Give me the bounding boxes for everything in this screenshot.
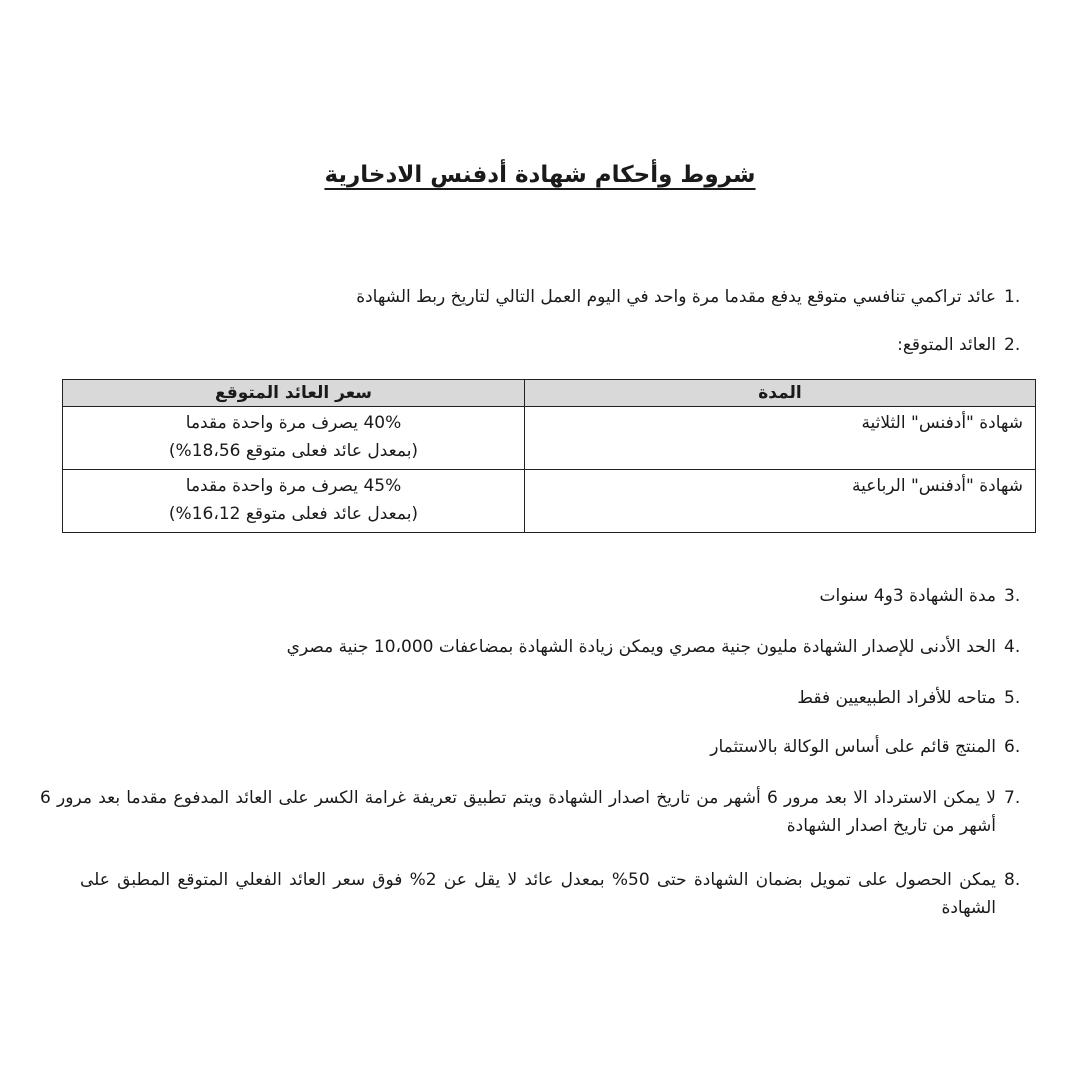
rate-line-1: 40% يصرف مرة واحدة مقدما — [185, 413, 402, 433]
header-rate: سعر العائد المتوقع — [63, 380, 525, 407]
item-number: 4. — [1004, 637, 1021, 657]
item-number: 2. — [1004, 335, 1021, 355]
item-number: 5. — [1004, 688, 1021, 708]
table-row — [63, 470, 1036, 533]
item-text: العائد المتوقع: — [897, 335, 996, 355]
item-text: عائد تراكمي تنافسي متوقع يدفع مقدما مرة واحد في اليوم العمل التالي لتاريخ ربط الشهادة — [356, 287, 996, 307]
rate-line-2: (بمعدل عائد فعلى متوقع 18،56%) — [168, 441, 419, 461]
cell-duration: شهادة "أدفنس" الرباعية — [525, 470, 1036, 533]
document-title: شروط وأحكام شهادة أدفنس الادخارية — [324, 162, 756, 188]
item-number: 7. — [1004, 788, 1021, 808]
item-text: مدة الشهادة 3و4 سنوات — [819, 586, 996, 606]
cell-duration: شهادة "أدفنس" الثلاثية — [525, 407, 1036, 470]
item-number: 8. — [1004, 870, 1021, 890]
header-duration: المدة — [525, 380, 1036, 407]
list-item-3 — [40, 582, 1040, 610]
item-number: 6. — [1004, 737, 1021, 757]
rate-line-1: 45% يصرف مرة واحدة مقدما — [185, 476, 402, 496]
list-item-6 — [40, 733, 1040, 761]
list-item-4 — [40, 633, 1040, 661]
list-item-7 — [40, 784, 1040, 840]
list-item-8 — [80, 866, 1040, 922]
expected-return-table — [62, 379, 1036, 533]
list-item-1 — [40, 283, 1040, 311]
item-number: 1. — [1004, 287, 1021, 307]
cell-rate — [63, 470, 525, 533]
list-item-2 — [40, 331, 1040, 359]
item-text: المنتج قائم على أساس الوكالة بالاستثمار — [710, 737, 996, 757]
table-row — [63, 407, 1036, 470]
item-text: الحد الأدنى للإصدار الشهادة مليون جنية مصري ويمكن زيادة الشهادة بمضاعفات 10،000 جنية مصري — [286, 637, 996, 657]
rate-line-2: (بمعدل عائد فعلى متوقع 16،12%) — [168, 504, 419, 524]
table-header-row — [63, 380, 1036, 407]
item-text: متاحه للأفراد الطبيعيين فقط — [797, 688, 996, 708]
cell-rate — [63, 407, 525, 470]
list-item-5 — [40, 684, 1040, 712]
item-text: يمكن الحصول على تمويل بضمان الشهادة حتى 50% بمعدل عائد لا يقل عن 2% فوق سعر العائد الفعلي المتوقع المطبق على الشهادة — [80, 870, 997, 918]
item-number: 3. — [1004, 586, 1021, 606]
item-text: لا يمكن الاسترداد الا بعد مرور 6 أشهر من تاريخ اصدار الشهادة ويتم تطبيق تعريفة غرامة الكسر على العائد المدفوع مقدما بعد مرور 6 أشهر من تاريخ اصدار الشهادة — [40, 788, 996, 836]
